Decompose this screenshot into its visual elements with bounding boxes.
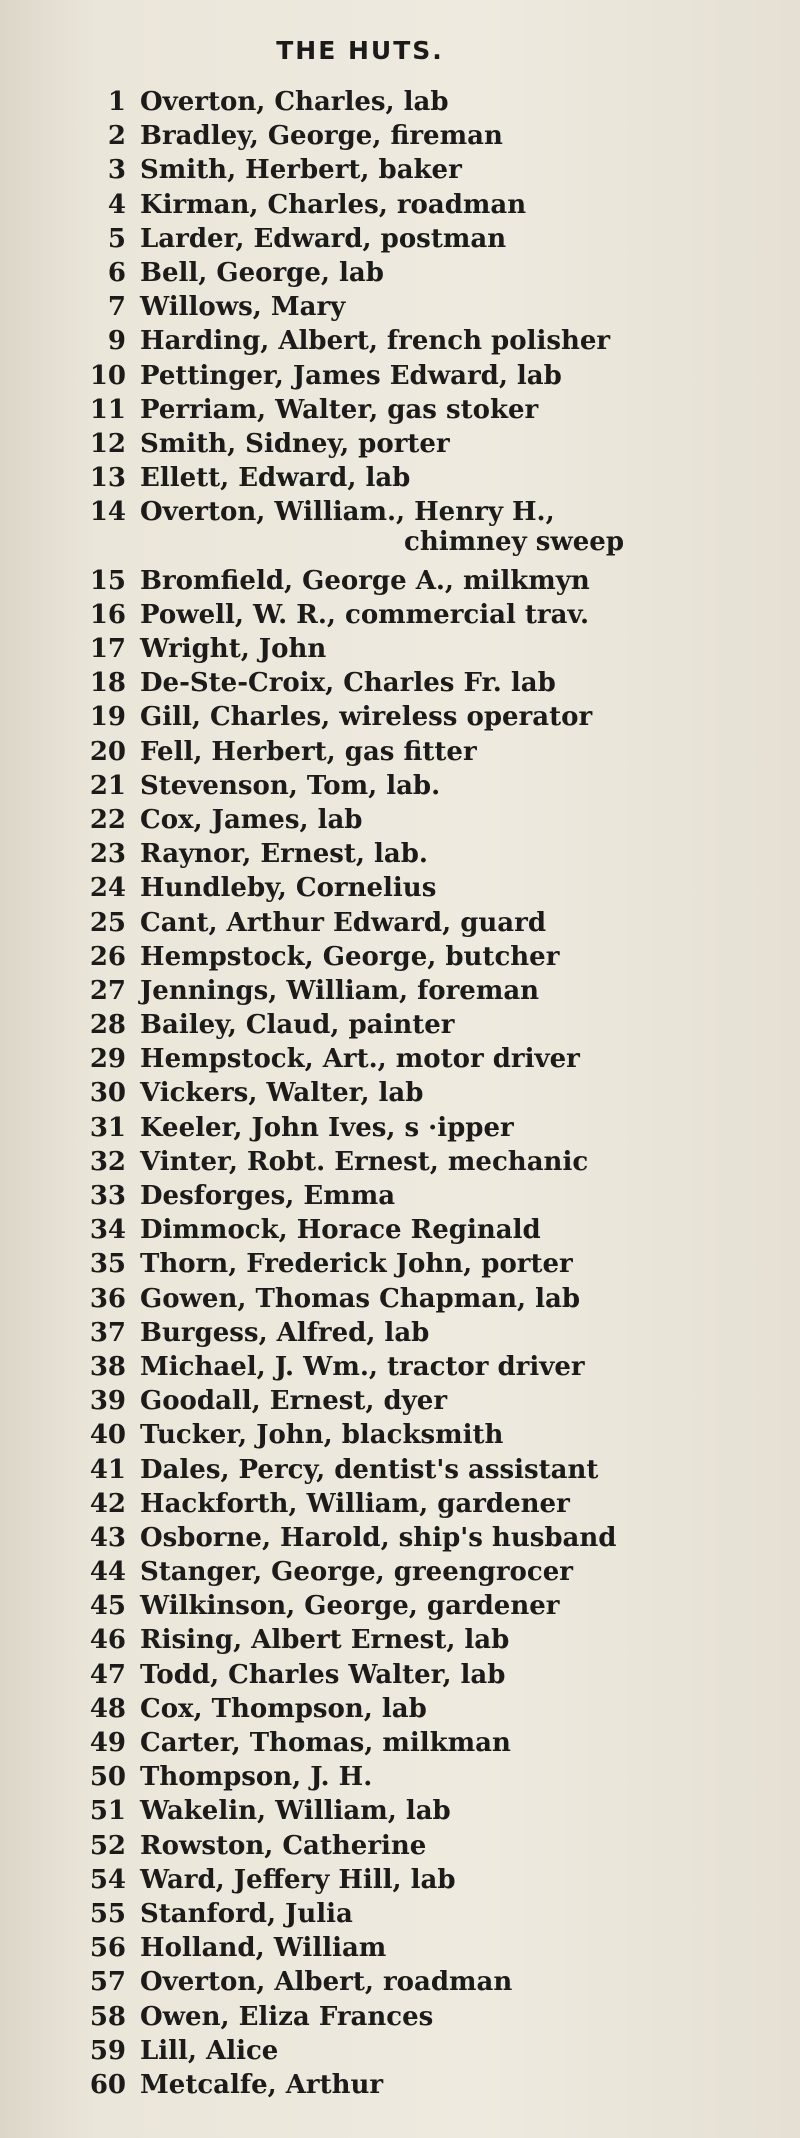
resident-text: Gill, Charles, wireless operator — [140, 702, 593, 733]
resident-entry — [140, 1933, 386, 1963]
resident-text: Larder, Edward, postman — [140, 223, 507, 254]
resident-text: Stevenson, Tom, lab. — [140, 770, 441, 801]
house-number: 59 — [89, 2035, 126, 2066]
resident-entry — [140, 805, 363, 835]
list-item — [60, 1796, 760, 1830]
list-item — [60, 839, 760, 873]
resident-entry — [140, 1420, 503, 1450]
resident-entry — [140, 566, 590, 596]
resident-text: Cox, James, lab — [140, 804, 363, 835]
house-number: 35 — [89, 1249, 126, 1280]
list-item — [60, 1113, 760, 1147]
house-number: 18 — [89, 668, 126, 699]
house-number: 42 — [89, 1488, 126, 1519]
house-number: 15 — [89, 565, 126, 596]
list-item — [60, 702, 760, 736]
list-item — [60, 395, 760, 429]
resident-text: Wakelin, William, lab — [140, 1796, 451, 1827]
house-number: 47 — [89, 1659, 126, 1690]
resident-text: Carter, Thomas, milkman — [140, 1728, 511, 1759]
house-number: 23 — [89, 839, 126, 870]
list-item — [60, 224, 760, 258]
resident-entry — [140, 1249, 573, 1279]
resident-entry — [140, 942, 559, 972]
house-number: 22 — [89, 804, 126, 835]
resident-entry — [140, 1284, 580, 1314]
house-number: 27 — [89, 975, 126, 1006]
list-item — [60, 1557, 760, 1591]
resident-text: Overton, Charles, lab — [140, 87, 449, 117]
list-item — [60, 258, 760, 292]
resident-text: Vinter, Robt. Ernest, mechanic — [140, 1146, 589, 1177]
resident-entry — [140, 1318, 429, 1348]
resident-text: Overton, William., Henry H., — [140, 497, 555, 528]
house-number: 10 — [89, 360, 126, 391]
list-item — [60, 1489, 760, 1523]
resident-text: Todd, Charles Walter, lab — [140, 1659, 506, 1690]
list-item — [60, 1352, 760, 1386]
list-item — [60, 190, 760, 224]
resident-entry — [140, 497, 624, 557]
resident-entry — [140, 1352, 585, 1382]
resident-text: Bailey, Claud, painter — [140, 1010, 455, 1041]
resident-entry — [140, 87, 449, 117]
house-number: 13 — [89, 463, 126, 494]
resident-entry — [140, 258, 384, 288]
resident-entry — [140, 326, 610, 356]
resident-entry — [140, 1728, 511, 1758]
resident-entry — [140, 155, 462, 185]
resident-text: Desforges, Emma — [140, 1181, 396, 1212]
resident-text: Wilkinson, George, gardener — [140, 1591, 560, 1622]
list-item — [60, 1865, 760, 1899]
house-number: 58 — [89, 2001, 126, 2032]
resident-entry — [140, 668, 556, 698]
resident-entry — [140, 1010, 455, 1040]
residents-list — [60, 87, 760, 2104]
house-number: 31 — [89, 1112, 126, 1143]
resident-text: Keeler, John Ives, s ·ipper — [140, 1112, 514, 1143]
list-item — [60, 2036, 760, 2070]
resident-text: Michael, J. Wm., tractor driver — [140, 1351, 585, 1382]
house-number: 30 — [89, 1078, 126, 1109]
resident-text: Stanford, Julia — [140, 1898, 353, 1929]
house-number: 14 — [89, 497, 126, 528]
list-item — [60, 87, 760, 121]
resident-entry — [140, 1796, 451, 1826]
resident-entry — [140, 771, 440, 801]
resident-text: Wright, John — [140, 634, 327, 665]
list-item — [60, 463, 760, 497]
resident-text: Dales, Percy, dentist's assistant — [140, 1454, 599, 1485]
resident-text: Powell, W. R., commercial trav. — [140, 599, 590, 630]
resident-entry — [140, 634, 326, 664]
house-number: 28 — [89, 1010, 126, 1041]
list-item — [60, 497, 760, 565]
resident-entry — [140, 873, 436, 903]
resident-text: Bell, George, lab — [140, 257, 384, 288]
resident-text: Pettinger, James Edward, lab — [140, 360, 562, 391]
resident-text: Bradley, George, fireman — [140, 121, 503, 152]
house-number: 32 — [89, 1146, 126, 1177]
house-number: 60 — [89, 2069, 126, 2100]
list-item — [60, 1899, 760, 1933]
resident-text: Raynor, Ernest, lab. — [140, 839, 428, 870]
list-item — [60, 2070, 760, 2104]
house-number: 4 — [107, 189, 126, 220]
list-item — [60, 976, 760, 1010]
list-item — [60, 600, 760, 634]
resident-entry — [140, 1523, 616, 1553]
resident-entry — [140, 1215, 541, 1245]
resident-text: Ward, Jeffery Hill, lab — [140, 1864, 456, 1895]
list-item — [60, 121, 760, 155]
resident-text: Burgess, Alfred, lab — [140, 1317, 430, 1348]
house-number: 17 — [89, 634, 126, 665]
list-item — [60, 1831, 760, 1865]
resident-entry — [140, 1044, 580, 1074]
resident-text: Holland, William — [140, 1933, 387, 1964]
list-item — [60, 634, 760, 668]
house-number: 49 — [89, 1728, 126, 1759]
list-item — [60, 668, 760, 702]
resident-entry — [140, 1113, 514, 1143]
resident-text: Osborne, Harold, ship's husband — [140, 1522, 617, 1553]
resident-entry — [140, 190, 526, 220]
house-number: 39 — [89, 1386, 126, 1417]
house-number: 1 — [107, 87, 126, 117]
house-number: 40 — [89, 1420, 126, 1451]
house-number: 21 — [89, 770, 126, 801]
resident-entry — [140, 1557, 573, 1587]
list-item — [60, 2002, 760, 2036]
resident-text: Goodall, Ernest, dyer — [140, 1386, 448, 1417]
resident-entry — [140, 1660, 505, 1690]
house-number: 41 — [89, 1454, 126, 1485]
resident-text: Harding, Albert, french polisher — [140, 326, 611, 357]
resident-entry — [140, 1591, 559, 1621]
house-number: 38 — [89, 1351, 126, 1382]
list-item — [60, 1181, 760, 1215]
house-number: 12 — [89, 428, 126, 459]
resident-text: Thorn, Frederick John, porter — [140, 1249, 573, 1280]
house-number: 16 — [89, 599, 126, 630]
list-item — [60, 1625, 760, 1659]
house-number: 9 — [107, 326, 126, 357]
resident-text: Smith, Herbert, baker — [140, 155, 462, 186]
resident-text: Hackforth, William, gardener — [140, 1488, 570, 1519]
house-number: 57 — [89, 1967, 126, 1998]
list-item — [60, 908, 760, 942]
house-number: 29 — [89, 1044, 126, 1075]
resident-entry — [140, 908, 546, 938]
resident-entry — [140, 600, 589, 630]
list-item — [60, 771, 760, 805]
resident-entry — [140, 2002, 433, 2032]
resident-text: Smith, Sidney, porter — [140, 428, 450, 459]
resident-text: Cox, Thompson, lab — [140, 1693, 427, 1724]
page-heading: THE HUTS. — [276, 36, 444, 65]
resident-text: Tucker, John, blacksmith — [140, 1420, 504, 1451]
resident-text: Jennings, William, foreman — [140, 975, 540, 1006]
house-number: 46 — [89, 1625, 126, 1656]
house-number: 7 — [107, 292, 126, 323]
resident-entry — [140, 2036, 278, 2066]
resident-entry — [140, 1967, 512, 1997]
list-item — [60, 1660, 760, 1694]
resident-entry — [140, 2070, 383, 2100]
list-item — [60, 326, 760, 360]
house-number: 37 — [89, 1317, 126, 1348]
list-item — [60, 1249, 760, 1283]
resident-entry — [140, 737, 477, 767]
house-number: 6 — [107, 257, 126, 288]
list-item — [60, 1147, 760, 1181]
resident-entry — [140, 976, 539, 1006]
resident-text: Overton, Albert, roadman — [140, 1967, 513, 1998]
list-item — [60, 1694, 760, 1728]
resident-text: Willows, Mary — [140, 292, 346, 323]
house-number: 20 — [89, 736, 126, 767]
house-number: 34 — [89, 1215, 126, 1246]
list-item — [60, 1215, 760, 1249]
house-number: 5 — [107, 223, 126, 254]
house-number: 43 — [89, 1522, 126, 1553]
resident-entry — [140, 1181, 395, 1211]
house-number: 55 — [89, 1898, 126, 1929]
resident-entry — [140, 1147, 588, 1177]
resident-entry — [140, 1625, 509, 1655]
resident-text: Rowston, Catherine — [140, 1830, 427, 1861]
list-item — [60, 1386, 760, 1420]
resident-entry — [140, 1694, 427, 1724]
resident-text: Thompson, J. H. — [140, 1762, 373, 1793]
house-number: 56 — [89, 1933, 126, 1964]
resident-text: Kirman, Charles, roadman — [140, 189, 527, 220]
list-item — [60, 1284, 760, 1318]
resident-entry — [140, 1489, 570, 1519]
list-item — [60, 566, 760, 600]
house-number: 36 — [89, 1283, 126, 1314]
list-item — [60, 1010, 760, 1044]
resident-text: Fell, Herbert, gas fitter — [140, 736, 477, 767]
list-item — [60, 1318, 760, 1352]
resident-entry — [140, 429, 450, 459]
resident-text: Cant, Arthur Edward, guard — [140, 907, 547, 938]
resident-entry — [140, 463, 410, 493]
resident-entry — [140, 1762, 372, 1792]
list-item — [60, 1762, 760, 1796]
resident-text: Stanger, George, greengrocer — [140, 1557, 573, 1588]
resident-text: Bromfield, George A., milkmyn — [140, 565, 590, 596]
resident-entry — [140, 1831, 426, 1861]
house-number: 2 — [107, 121, 126, 152]
resident-entry — [140, 395, 538, 425]
list-item — [60, 429, 760, 463]
house-number: 3 — [107, 155, 126, 186]
resident-text: De-Ste-Croix, Charles Fr. lab — [140, 668, 556, 699]
house-number: 52 — [89, 1830, 126, 1861]
list-item — [60, 1078, 760, 1112]
list-item — [60, 155, 760, 189]
resident-entry — [140, 1899, 353, 1929]
resident-text: Lill, Alice — [140, 2035, 279, 2066]
resident-text: Perriam, Walter, gas stoker — [140, 394, 539, 425]
list-item — [60, 1523, 760, 1557]
resident-text: Metcalfe, Arthur — [140, 2069, 384, 2100]
list-item — [60, 1044, 760, 1078]
resident-text: Owen, Eliza Frances — [140, 2001, 434, 2032]
list-item — [60, 805, 760, 839]
list-item — [60, 873, 760, 907]
resident-entry — [140, 292, 345, 322]
house-number: 51 — [89, 1796, 126, 1827]
list-item — [60, 1728, 760, 1762]
list-item — [60, 361, 760, 395]
resident-text: Hundleby, Cornelius — [140, 873, 437, 904]
house-number: 45 — [89, 1591, 126, 1622]
house-number: 50 — [89, 1762, 126, 1793]
house-number: 54 — [89, 1864, 126, 1895]
resident-entry — [140, 1455, 598, 1485]
list-item — [60, 292, 760, 326]
house-number: 11 — [89, 394, 126, 425]
house-number: 19 — [89, 702, 126, 733]
house-number: 44 — [89, 1557, 126, 1588]
resident-entry — [140, 361, 562, 391]
resident-entry — [140, 224, 506, 254]
resident-text: Hempstock, Art., motor driver — [140, 1044, 580, 1075]
list-item — [60, 737, 760, 771]
resident-entry — [140, 1078, 423, 1108]
resident-text: Vickers, Walter, lab — [140, 1078, 424, 1109]
resident-entry — [140, 702, 592, 732]
house-number: 33 — [89, 1181, 126, 1212]
resident-text-continuation: chimney sweep — [404, 527, 625, 558]
house-number: 26 — [89, 941, 126, 972]
list-item — [60, 1591, 760, 1625]
resident-text: Hempstock, George, butcher — [140, 941, 560, 972]
house-number: 24 — [89, 873, 126, 904]
list-item — [60, 1933, 760, 1967]
resident-entry — [140, 121, 503, 151]
resident-text: Ellett, Edward, lab — [140, 463, 411, 494]
list-item — [60, 1420, 760, 1454]
list-item — [60, 942, 760, 976]
resident-text: Gowen, Thomas Chapman, lab — [140, 1283, 581, 1314]
resident-text: Rising, Albert Ernest, lab — [140, 1625, 510, 1656]
house-number: 25 — [89, 907, 126, 938]
resident-text: Dimmock, Horace Reginald — [140, 1215, 541, 1246]
house-number: 48 — [89, 1693, 126, 1724]
resident-entry — [140, 1865, 456, 1895]
list-item — [60, 1967, 760, 2001]
resident-entry — [140, 839, 428, 869]
list-item — [60, 1455, 760, 1489]
resident-entry — [140, 1386, 447, 1416]
